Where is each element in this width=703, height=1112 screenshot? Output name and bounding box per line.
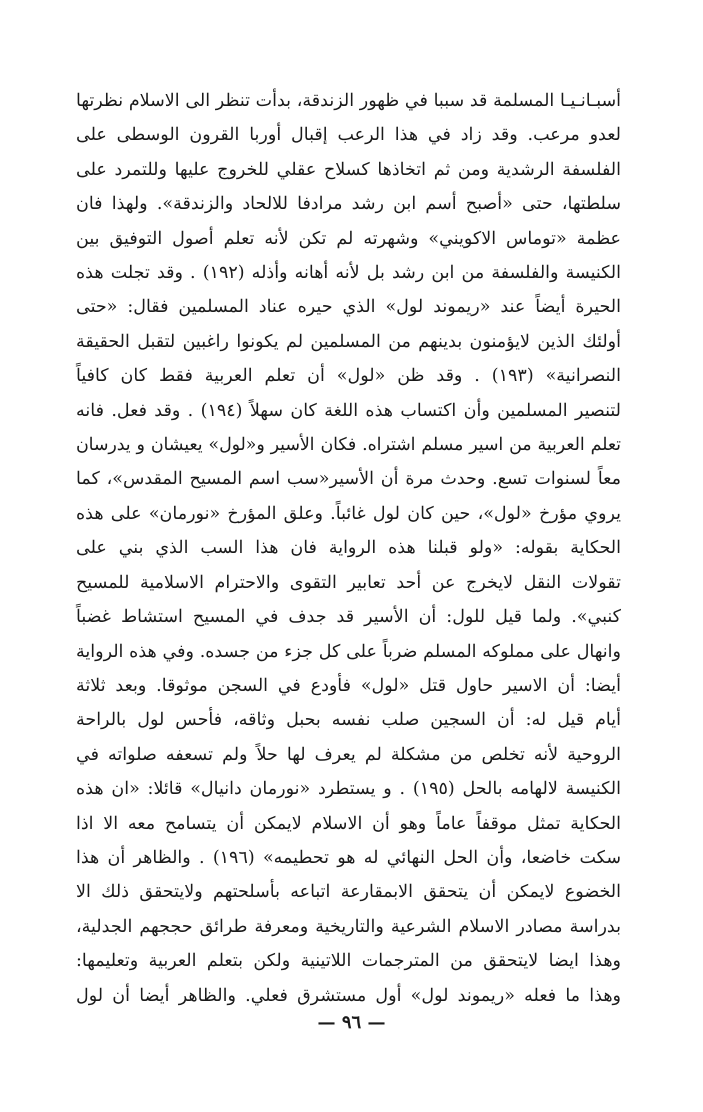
text-line: بدراسة مصادر الاسلام الشرعية والتاريخية ومعرفة طرائق حججهم الجدلية، xyxy=(76,916,621,937)
text-line: النصرانية» (١٩٣) . وقد ظن «لول» أن تعلم العربية فقط كان كافياً xyxy=(76,366,621,387)
text-line: الفلسفة الرشدية ومن ثم اتخاذها كسلاح عقلي للخروج عليها وللتمرد على xyxy=(76,159,621,180)
text-line: الحيرة أيضاً عند «ريموند لول» الذي حيره عناد المسلمين فقال: «حتى xyxy=(76,297,621,318)
text-line: وانهال على مملوكه المسلم ضرباً على كل جزء من جسده. وفي هذه الرواية xyxy=(76,641,621,662)
text-line: تقولات النقل لايخرج عن أحد تعابير التقوى والاحترام الاسلامية للمسيح xyxy=(76,572,621,593)
text-line: لعدو مرعب. وقد زاد في هذا الرعب إقبال أوربا القرون الوسطى على xyxy=(76,125,621,146)
text-line: عظمة «توماس الاكويني» وشهرته لم تكن لأنه تعلم أصول التوفيق بين xyxy=(76,228,621,249)
text-line: أيضا: أن الاسير حاول قتل «لول» فأودع في السجن موثوقا. وبعد ثلاثة xyxy=(76,675,621,696)
page-number: — ٩٦ — xyxy=(317,1012,386,1033)
text-line: أيام قيل له: أن السجين صلب نفسه بحبل وثاقه، فأحس لول بالراحة xyxy=(76,710,621,731)
text-line: كنبي». ولما قيل للول: أن الأسير قد جدف في المسيح استشاط غضباً xyxy=(76,607,621,628)
text-line: سكت خاضعا، وأن الحل النهائي له هو تحطيمه» (١٩٦) . والظاهر أن هذا xyxy=(76,847,621,868)
text-line: أولئك الذين لايؤمنون بدينهم من المسلمين لم يكونوا راغبين لتقبل الحقيقة xyxy=(76,331,621,352)
text-line: أسبـانـيـا المسلمة قد سببا في ظهور الزندقة، بدأت تنظر الى الاسلام نظرتها xyxy=(76,91,621,111)
text-line: وهذا ما فعله «ريموند لول» أول مستشرق فعلي. والظاهر أيضا أن لول xyxy=(76,985,621,1006)
text-line: يروي مؤرخ «لول»، حين كان لول غائباً. وعلق المؤرخ «نورمان» على هذه xyxy=(76,503,621,524)
text-line: لتنصير المسلمين وأن اكتساب هذه اللغة كان سهلاً (١٩٤) . وقد فعل. فانه xyxy=(76,400,621,421)
text-line: الكنيسة لالهامه بالحل (١٩٥) . و يستطرد «نورمان دانيال» قائلا: «ان هذه xyxy=(76,779,621,800)
text-line: تعلم العربية من اسير مسلم اشتراه. فكان الأسير و«لول» يعيشان و يدرسان xyxy=(76,435,621,456)
text-line: الكنيسة والفلسفة من ابن رشد بل لأنه أهانه وأذله (١٩٢) . وقد تجلت هذه xyxy=(76,263,621,284)
text-line: الحكاية تمثل موقفاً عاماً وهو أن الاسلام لايمكن أن يتسامح معه الا اذا xyxy=(76,813,621,834)
text-line: الحكاية بقوله: «ولو قبلنا هذه الرواية فان هذا السب الذي بني على xyxy=(76,538,621,559)
text-line: سلطتها، حتى «أصبح أسم ابن رشد مرادفا للالحاد والزندقة». ولهذا فان xyxy=(76,194,621,215)
text-line: معاً لسنوات تسع. وحدث مرة أن الأسير«سب اسم المسيح المقدس»، كما xyxy=(76,469,621,490)
text-line: الروحية لأنه تخلص من مشكلة لم يعرف لها حلاً ولم تسعفه صلواته في xyxy=(76,744,621,765)
body-text xyxy=(76,84,621,1013)
text-line: الخضوع لايمكن أن يتحقق الابمقارعة اتباعه بأسلحتهم ولايتحقق ذلك الا xyxy=(76,882,621,903)
text-line: وهذا ايضا لايتحقق من المترجمات اللاتينية ولكن بتعلم العربية وتعليمها: xyxy=(76,951,621,972)
